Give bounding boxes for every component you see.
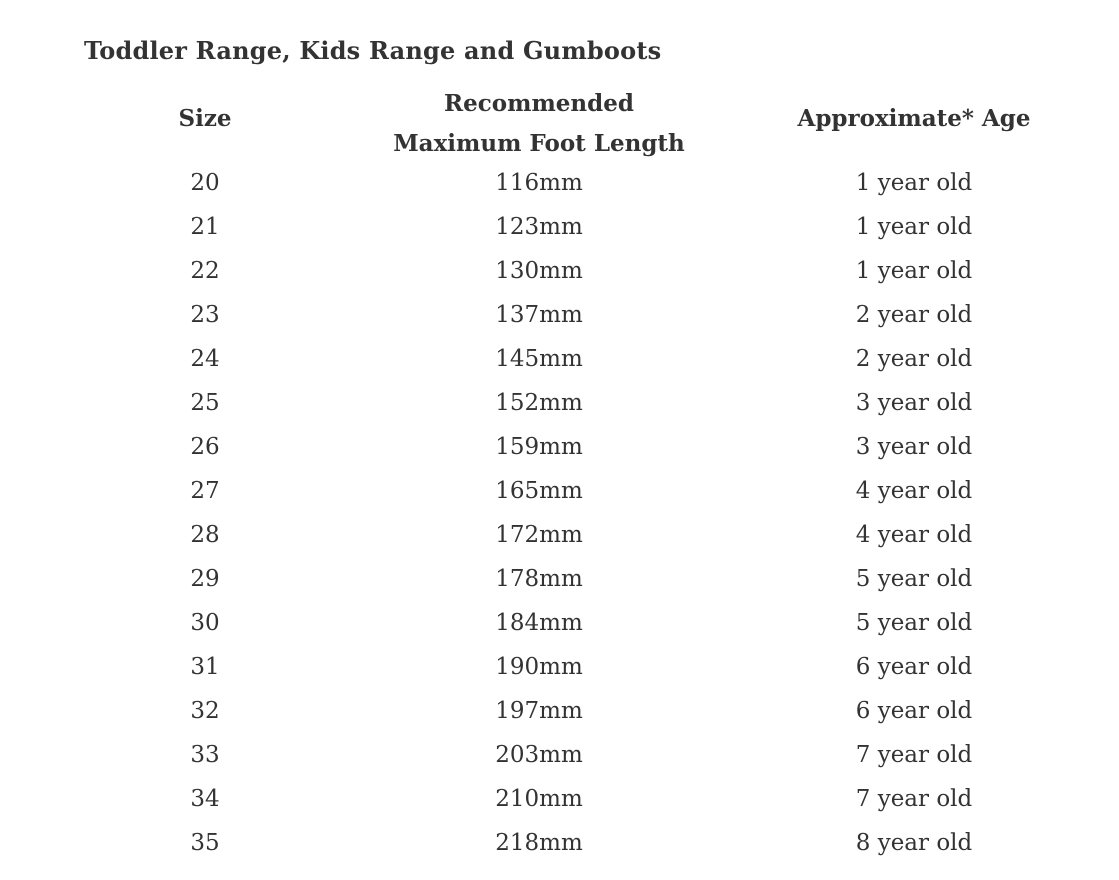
size-cell: 23: [190, 302, 220, 328]
foot-length-cell: 190mm: [495, 654, 583, 680]
age-cell: 5 year old: [855, 610, 973, 636]
table-title: Toddler Range, Kids Range and Gumboots: [84, 36, 662, 65]
size-cell: 31: [190, 654, 220, 680]
table-row: [0, 161, 1119, 205]
age-cell: 7 year old: [855, 742, 973, 768]
age-cell: 1 year old: [855, 170, 973, 196]
table-row: [0, 821, 1119, 865]
table-row: [0, 469, 1119, 513]
foot-length-cell: 178mm: [495, 566, 583, 592]
age-cell: 5 year old: [855, 566, 973, 592]
age-cell: 2 year old: [855, 346, 973, 372]
age-cell: 1 year old: [855, 214, 973, 240]
size-cell: 33: [190, 742, 220, 768]
size-cell: 22: [190, 258, 220, 284]
table-row: [0, 733, 1119, 777]
size-cell: 24: [190, 346, 220, 372]
foot-length-cell: 165mm: [495, 478, 583, 504]
size-cell: 34: [190, 786, 220, 812]
table-row: [0, 557, 1119, 601]
foot-length-cell: 159mm: [495, 434, 583, 460]
column-header-size: Size: [178, 105, 232, 132]
foot-length-cell: 218mm: [495, 830, 583, 856]
table-row: [0, 293, 1119, 337]
table-row: [0, 205, 1119, 249]
table-row: [0, 249, 1119, 293]
table-row: [0, 601, 1119, 645]
age-cell: 7 year old: [855, 786, 973, 812]
age-cell: 3 year old: [855, 434, 973, 460]
table-row: [0, 777, 1119, 821]
size-cell: 30: [190, 610, 220, 636]
size-cell: 20: [190, 170, 220, 196]
foot-length-cell: 210mm: [495, 786, 583, 812]
size-cell: 32: [190, 698, 220, 724]
age-cell: 4 year old: [855, 478, 973, 504]
table-row: [0, 645, 1119, 689]
column-header-foot-length-line2: Maximum Foot Length: [393, 130, 685, 157]
age-cell: 3 year old: [855, 390, 973, 416]
age-cell: 2 year old: [855, 302, 973, 328]
size-cell: 29: [190, 566, 220, 592]
age-cell: 4 year old: [855, 522, 973, 548]
foot-length-cell: 137mm: [495, 302, 583, 328]
size-cell: 26: [190, 434, 220, 460]
foot-length-cell: 197mm: [495, 698, 583, 724]
age-cell: 1 year old: [855, 258, 973, 284]
table-row: [0, 513, 1119, 557]
foot-length-cell: 145mm: [495, 346, 583, 372]
age-cell: 6 year old: [855, 654, 973, 680]
size-cell: 35: [190, 830, 220, 856]
foot-length-cell: 203mm: [495, 742, 583, 768]
table-row: [0, 381, 1119, 425]
age-cell: 8 year old: [855, 830, 973, 856]
foot-length-cell: 172mm: [495, 522, 583, 548]
foot-length-cell: 184mm: [495, 610, 583, 636]
table-row: [0, 425, 1119, 469]
age-cell: 6 year old: [855, 698, 973, 724]
size-cell: 28: [190, 522, 220, 548]
foot-length-cell: 116mm: [495, 170, 583, 196]
size-cell: 27: [190, 478, 220, 504]
foot-length-cell: 130mm: [495, 258, 583, 284]
size-cell: 25: [190, 390, 220, 416]
column-header-foot-length: [339, 84, 739, 164]
foot-length-cell: 152mm: [495, 390, 583, 416]
table-row: [0, 337, 1119, 381]
table-row: [0, 689, 1119, 733]
column-header-foot-length-line1: Recommended: [444, 90, 634, 117]
column-header-age: Approximate* Age: [797, 105, 1031, 132]
size-cell: 21: [190, 214, 220, 240]
foot-length-cell: 123mm: [495, 214, 583, 240]
